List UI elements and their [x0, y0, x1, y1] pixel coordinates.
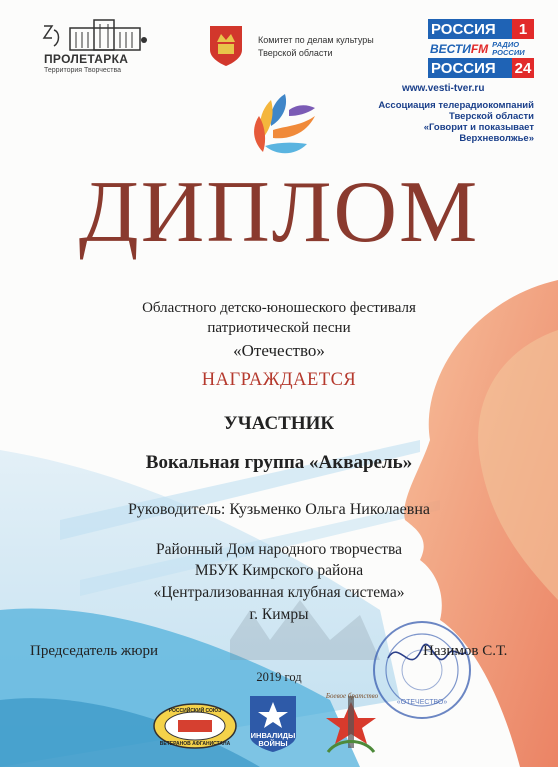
radio-rossii-label — [492, 41, 524, 57]
vgtrk-logos — [428, 19, 534, 78]
organization-city: г. Кимры — [249, 606, 309, 623]
rossiya-24-number: 24 — [512, 58, 534, 78]
stamp-text: «ОТЕЧЕСТВО» — [396, 699, 448, 706]
group-leader: Руководитель: Кузьменко Ольга Николаевна — [128, 501, 430, 518]
brotherhood-text: Боевое братство — [325, 692, 379, 700]
fm-label: FM — [470, 41, 489, 56]
organization-line-1: Районный Дом народного творчества — [156, 541, 402, 558]
committee-line-2: Тверской области — [258, 48, 333, 58]
rossiya-24-label: РОССИЯ — [431, 59, 496, 77]
vesti-label: ВЕСТИ — [430, 41, 471, 56]
association-text — [368, 100, 534, 144]
festival-name: «Отечество» — [233, 341, 325, 360]
war-invalids-logo — [248, 694, 298, 754]
diploma-year: 2019 год — [256, 670, 302, 684]
building-icon — [68, 18, 148, 52]
association-line-3: «Говорит и показывает — [423, 122, 534, 133]
invalids-line-1: ИНВАЛИДЫ — [250, 731, 296, 740]
rossiya-1-label: РОССИЯ — [431, 20, 496, 38]
proletarka-brand: ПРОЛЕТАРКА — [44, 52, 129, 66]
association-line-4: Верхневолжье» — [459, 133, 534, 144]
association-line-1: Ассоциация телерадиокомпаний — [378, 100, 534, 111]
festival-line-2: патриотической песни — [207, 320, 351, 336]
awarded-heading: НАГРАЖДАЕТСЯ — [201, 370, 357, 390]
invalids-line-2: ВОЙНЫ — [258, 739, 288, 748]
dove-emblem-icon — [245, 86, 323, 166]
vesti-tver-site: www.vesti-tver.ru — [402, 83, 485, 94]
vesti-fm-logo — [428, 39, 534, 58]
proletarka-logo — [40, 18, 150, 74]
organization-line-2: МБУК Кимрского района — [194, 562, 364, 579]
recipient-group: Вокальная группа «Акварель» — [145, 452, 413, 473]
participant-heading: УЧАСТНИК — [223, 413, 335, 434]
association-line-2: Тверской области — [449, 111, 534, 122]
afghan-top-text: РОССИЙСКИЙ СОЮЗ — [168, 708, 222, 714]
rossiya-1-logo — [428, 19, 534, 39]
afghan-veterans-logo — [152, 702, 238, 750]
afghan-bottom-text: ВЕТЕРАНОВ АФГАНИСТАНА — [159, 741, 231, 747]
committee-line-1: Комитет по делам культуры — [258, 35, 374, 45]
proletarka-subtitle: Территория Творчества — [44, 67, 122, 74]
signer-name: Назимов С.Т. — [423, 643, 508, 659]
radio-line-1: РАДИО — [492, 39, 520, 49]
committee-text — [258, 34, 398, 60]
tver-coat-of-arms-icon — [208, 24, 244, 68]
combat-brotherhood-logo — [318, 688, 384, 756]
art-decor-icon — [40, 22, 66, 52]
radio-line-2: РОССИИ — [492, 47, 525, 57]
rossiya-24-logo — [428, 58, 534, 78]
rossiya-1-number: 1 — [512, 19, 534, 39]
jury-chairman-label: Председатель жюри — [30, 643, 159, 659]
festival-line-1: Областного детско-юношеского фестиваля — [142, 300, 416, 316]
organization-line-3: «Централизованная клубная система» — [153, 584, 405, 601]
diploma-title: ДИПЛОМ — [78, 164, 480, 261]
